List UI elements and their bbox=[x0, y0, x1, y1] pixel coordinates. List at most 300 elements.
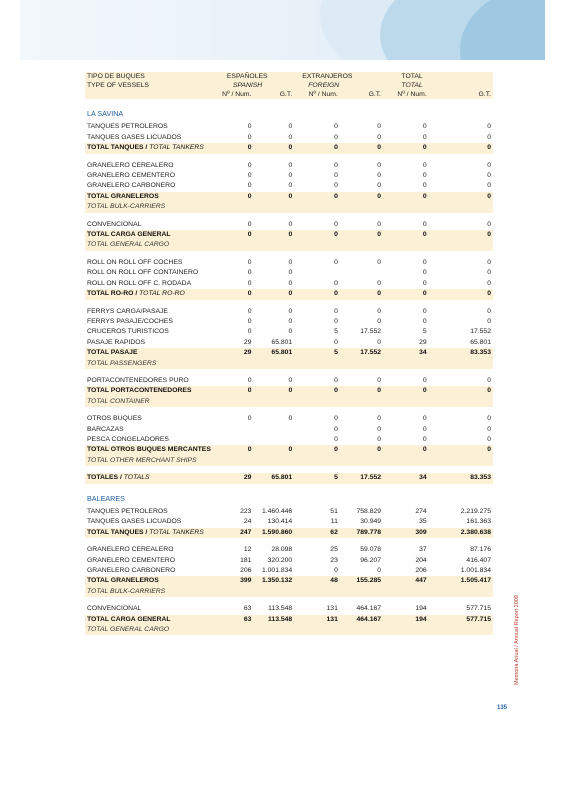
total-value: 0 bbox=[213, 289, 254, 299]
total-english-label: TOTAL CONTAINER bbox=[85, 397, 493, 407]
spacer-row bbox=[85, 213, 493, 220]
total-english-label: TOTAL BULK-CARRIERS bbox=[85, 587, 493, 597]
value-cell: 87.176 bbox=[470, 546, 491, 554]
value-cell: 0 bbox=[288, 307, 293, 315]
value-cell: 0 bbox=[422, 133, 427, 141]
num-label: Nº / Num. bbox=[294, 90, 340, 99]
total-value: 113.548 bbox=[253, 615, 294, 625]
value-cell: 223 bbox=[240, 508, 252, 515]
total-label bbox=[85, 615, 213, 625]
value-cell: 204 bbox=[415, 556, 427, 564]
total-label bbox=[85, 192, 213, 202]
value-cell: 23 bbox=[330, 556, 338, 564]
total-value: 1.350.132 bbox=[253, 576, 294, 586]
data-row bbox=[85, 425, 493, 435]
header-row bbox=[85, 81, 493, 90]
spacer-row bbox=[85, 99, 493, 106]
value-cell: 0 bbox=[247, 307, 252, 315]
value-cell: 35 bbox=[419, 518, 427, 526]
vessel-type-label: PESCA CONGELADORES bbox=[87, 435, 169, 443]
vessel-type-label: PASAJE RAPIDOS bbox=[87, 338, 146, 346]
value-cell: 0 bbox=[377, 435, 382, 443]
value-cell: 206 bbox=[240, 567, 252, 575]
type-label: TYPE OF VESSELS bbox=[85, 81, 213, 90]
value-cell: 0 bbox=[334, 338, 338, 346]
total-value: 309 bbox=[383, 528, 429, 538]
total-value: 0 bbox=[253, 386, 294, 396]
value-cell: 0 bbox=[247, 172, 252, 180]
value-cell: 0 bbox=[377, 307, 382, 315]
total-value: 0 bbox=[253, 192, 294, 202]
value-cell: 17.552 bbox=[470, 328, 491, 336]
data-row bbox=[85, 268, 493, 278]
value-cell: 0 bbox=[487, 220, 491, 228]
total-value: 194 bbox=[383, 615, 429, 625]
total-row bbox=[85, 230, 493, 240]
header-banner bbox=[20, 0, 545, 60]
value-cell: 0 bbox=[422, 258, 427, 266]
vessel-type-label: BARCAZAS bbox=[87, 425, 124, 433]
value-cell: 24 bbox=[243, 518, 252, 526]
value-cell: 0 bbox=[377, 182, 382, 190]
total-label-es: TOTAL CARGA GENERAL bbox=[87, 615, 171, 623]
value-cell: 0 bbox=[487, 307, 491, 315]
value-cell: 0 bbox=[247, 123, 252, 131]
total-row bbox=[85, 386, 493, 396]
value-cell: 0 bbox=[247, 328, 252, 336]
value-cell: 206 bbox=[415, 567, 427, 575]
data-row bbox=[85, 566, 493, 576]
total-value: 0 bbox=[294, 445, 340, 455]
value-cell: 0 bbox=[334, 182, 338, 190]
value-cell: 0 bbox=[288, 258, 293, 266]
total-row bbox=[85, 348, 493, 358]
total-value: 34 bbox=[383, 348, 429, 358]
value-cell: 0 bbox=[288, 317, 293, 325]
total-value: 0 bbox=[383, 386, 429, 396]
value-cell: 0 bbox=[247, 182, 252, 190]
value-cell: 0 bbox=[487, 415, 491, 423]
value-cell: 0 bbox=[487, 133, 491, 141]
total-row bbox=[85, 615, 493, 625]
foreign-label: FOREIGN bbox=[294, 81, 383, 90]
value-cell: 11 bbox=[330, 518, 338, 526]
spacer-row bbox=[85, 154, 493, 161]
total-label-es: TOTAL OTROS BUQUES MERCANTES bbox=[87, 446, 211, 454]
total-label bbox=[85, 528, 213, 538]
total-label-es: TOTAL PASAJE bbox=[87, 349, 138, 357]
spacer-row bbox=[85, 597, 493, 604]
value-cell: 0 bbox=[288, 161, 293, 169]
data-row bbox=[85, 556, 493, 566]
value-cell: 0 bbox=[377, 415, 382, 423]
data-row bbox=[85, 338, 493, 348]
header-row bbox=[85, 90, 493, 99]
total-value: 0 bbox=[294, 192, 340, 202]
total-english-row bbox=[85, 240, 493, 250]
page-number: 135 bbox=[497, 705, 508, 711]
value-cell: 0 bbox=[377, 172, 382, 180]
total-label bbox=[85, 289, 213, 299]
data-row bbox=[85, 258, 493, 268]
data-row bbox=[85, 327, 493, 337]
total-label-es: TOTAL GRANELEROS bbox=[87, 577, 159, 585]
total-value: 0 bbox=[429, 386, 493, 396]
sidebar-report-title bbox=[505, 585, 520, 685]
gt-label: G.T. bbox=[253, 90, 294, 99]
value-cell: 0 bbox=[422, 269, 427, 277]
spacer-row bbox=[85, 300, 493, 307]
spacer-row bbox=[85, 484, 493, 491]
value-cell: 0 bbox=[487, 317, 491, 325]
total-row bbox=[85, 289, 493, 299]
value-cell: 0 bbox=[288, 182, 293, 190]
value-cell: 0 bbox=[377, 338, 382, 346]
value-cell: 274 bbox=[415, 508, 427, 515]
total-value: 62 bbox=[294, 528, 340, 538]
total-value: 0 bbox=[294, 230, 340, 240]
total-row bbox=[85, 576, 493, 586]
total-value: 0 bbox=[429, 143, 493, 153]
vessel-type-label: ROLL ON ROLL OFF COCHES bbox=[87, 258, 183, 266]
total-label bbox=[85, 576, 213, 586]
total-value: 2.380.638 bbox=[429, 528, 493, 538]
value-cell: 0 bbox=[334, 425, 338, 433]
value-cell: 0 bbox=[422, 182, 427, 190]
grand-total-value: 5 bbox=[294, 473, 340, 483]
total-value: 0 bbox=[213, 445, 254, 455]
spacer-row bbox=[85, 251, 493, 258]
total-english-row bbox=[85, 587, 493, 597]
vessel-type-label: OTROS BUQUES bbox=[87, 415, 142, 423]
vessel-type-label: GRANELERO CEMENTERO bbox=[87, 172, 175, 180]
value-cell: 161.363 bbox=[466, 518, 491, 526]
value-cell: 0 bbox=[334, 258, 338, 266]
value-cell: 2.219.275 bbox=[460, 508, 491, 515]
value-cell: 0 bbox=[247, 133, 252, 141]
total-value: 63 bbox=[213, 615, 254, 625]
vessel-type-label: ROLL ON ROLL OFF C. RODADA bbox=[87, 279, 192, 287]
data-row bbox=[85, 181, 493, 191]
grand-total-en: TOTALS bbox=[123, 474, 150, 482]
value-cell: 0 bbox=[247, 220, 252, 228]
value-cell: 0 bbox=[334, 435, 338, 443]
total-label-es: TOTAL TANQUES / bbox=[87, 528, 148, 536]
total-value: 0 bbox=[340, 386, 383, 396]
value-cell: 59.078 bbox=[360, 546, 382, 554]
total-value: 155.285 bbox=[340, 576, 383, 586]
total-label-en: TOTAL TANKERS bbox=[149, 144, 204, 152]
vessel-type-label: CRUCEROS TURISTICOS bbox=[87, 328, 169, 336]
total-value: 447 bbox=[383, 576, 429, 586]
value-cell: 0 bbox=[288, 123, 293, 131]
value-cell: 0 bbox=[247, 161, 252, 169]
value-cell: 0 bbox=[422, 415, 427, 423]
data-row bbox=[85, 307, 493, 317]
spanish-label: SPANISH bbox=[213, 81, 294, 90]
value-cell: 577.715 bbox=[466, 605, 491, 613]
section-title-row bbox=[85, 491, 493, 504]
value-cell: 0 bbox=[247, 258, 252, 266]
value-cell: 0 bbox=[487, 279, 491, 287]
vessel-type-label: FERRYS CARGA/PASAJE bbox=[87, 307, 168, 315]
total-value: 247 bbox=[213, 528, 254, 538]
data-row bbox=[85, 161, 493, 171]
vessel-type-label: ROLL ON ROLL OFF CONTAINERO bbox=[87, 269, 199, 277]
total-label bbox=[85, 386, 213, 396]
total-en-label: TOTAL bbox=[383, 81, 429, 90]
total-value: 0 bbox=[213, 386, 254, 396]
data-row bbox=[85, 414, 493, 424]
grand-total-row bbox=[85, 473, 493, 483]
sidebar-text: Memoria Anual / Annual Report 2009 bbox=[514, 595, 520, 685]
gt-label: G.T. bbox=[340, 90, 383, 99]
total-label-es: TOTAL RO-RO / bbox=[87, 290, 138, 298]
value-cell: 320.200 bbox=[267, 556, 293, 564]
value-cell: 0 bbox=[422, 220, 427, 228]
value-cell: 65.801 bbox=[271, 338, 293, 346]
total-value: 5 bbox=[294, 348, 340, 358]
value-cell: 0 bbox=[422, 307, 427, 315]
vessel-type-label: TANQUES PETROLEROS bbox=[87, 123, 168, 131]
total-english-row bbox=[85, 456, 493, 466]
value-cell: 0 bbox=[377, 279, 382, 287]
value-cell: 29 bbox=[243, 338, 252, 346]
vessel-type-label: TANQUES PETROLEROS bbox=[87, 508, 168, 515]
value-cell: 0 bbox=[334, 220, 338, 228]
data-row bbox=[85, 171, 493, 181]
value-cell bbox=[253, 435, 294, 445]
value-cell: 1.001.834 bbox=[460, 567, 491, 575]
total-label-en: TOTAL TANKERS bbox=[149, 528, 204, 536]
value-cell: 0 bbox=[377, 376, 382, 384]
value-cell: 0 bbox=[422, 161, 427, 169]
total-value: 399 bbox=[213, 576, 254, 586]
value-cell: 0 bbox=[334, 317, 338, 325]
total-row bbox=[85, 143, 493, 153]
total-value: 0 bbox=[383, 143, 429, 153]
total-value: 17.552 bbox=[340, 348, 383, 358]
value-cell: 0 bbox=[487, 376, 491, 384]
data-row bbox=[85, 220, 493, 230]
value-cell: 30.949 bbox=[360, 518, 382, 526]
total-label-es: TOTAL GRANELEROS bbox=[87, 192, 159, 200]
total-value: 48 bbox=[294, 576, 340, 586]
data-row bbox=[85, 279, 493, 289]
total-english-label: TOTAL BULK-CARRIERS bbox=[85, 202, 493, 212]
total-row bbox=[85, 528, 493, 538]
value-cell: 0 bbox=[377, 161, 382, 169]
total-value: 577.715 bbox=[429, 615, 493, 625]
value-cell: 0 bbox=[288, 376, 293, 384]
total-value: 0 bbox=[253, 143, 294, 153]
total-value: 0 bbox=[340, 445, 383, 455]
value-cell: 0 bbox=[247, 269, 252, 277]
value-cell: 0 bbox=[334, 415, 338, 423]
vessel-type-label: GRANELERO CEREALERO bbox=[87, 161, 174, 169]
data-row bbox=[85, 122, 493, 132]
total-value: 1.505.417 bbox=[429, 576, 493, 586]
total-value: 0 bbox=[383, 289, 429, 299]
value-cell: 12 bbox=[243, 546, 252, 554]
value-cell: 65.801 bbox=[470, 338, 491, 346]
value-cell: 0 bbox=[334, 172, 338, 180]
num-label: Nº / Num. bbox=[383, 90, 429, 99]
total-label-es: TOTAL CARGA GENERAL bbox=[87, 231, 171, 239]
total-value: 0 bbox=[213, 192, 254, 202]
grand-total-value: 29 bbox=[213, 473, 254, 483]
value-cell bbox=[253, 425, 294, 435]
total-english-row bbox=[85, 202, 493, 212]
total-value: 789.778 bbox=[340, 528, 383, 538]
data-row bbox=[85, 507, 493, 517]
total-english-row bbox=[85, 625, 493, 635]
data-row bbox=[85, 376, 493, 386]
total-value: 0 bbox=[429, 445, 493, 455]
total-value: 0 bbox=[383, 192, 429, 202]
value-cell: 131 bbox=[326, 605, 338, 613]
section-title: LA SAVINA bbox=[87, 109, 124, 118]
value-cell: 51 bbox=[330, 508, 338, 515]
vessel-type-label: TANQUES GASES LICUADOS bbox=[87, 518, 182, 526]
total-value: 0 bbox=[294, 386, 340, 396]
total-label-en: TOTAL RO-RO bbox=[139, 290, 185, 298]
value-cell: 0 bbox=[288, 220, 293, 228]
value-cell: 0 bbox=[334, 161, 338, 169]
total-label bbox=[85, 143, 213, 153]
total-value: 0 bbox=[294, 289, 340, 299]
vessel-type-label: GRANELERO CARBONERO bbox=[87, 182, 176, 190]
total-value: 464.167 bbox=[340, 615, 383, 625]
value-cell: 28.098 bbox=[271, 546, 293, 554]
total-value: 1.590.860 bbox=[253, 528, 294, 538]
vessel-type-label: GRANELERO CEMENTERO bbox=[87, 556, 175, 564]
value-cell: 0 bbox=[487, 123, 491, 131]
total-label-es: TOTAL TANQUES / bbox=[87, 144, 148, 152]
total-english-row bbox=[85, 359, 493, 369]
value-cell: 0 bbox=[377, 317, 382, 325]
value-cell: 0 bbox=[288, 328, 293, 336]
value-cell: 0 bbox=[247, 279, 252, 287]
grand-total-value: 65.801 bbox=[253, 473, 294, 483]
total-english-row bbox=[85, 397, 493, 407]
spacer-row bbox=[85, 369, 493, 376]
total-label: TOTAL bbox=[383, 72, 429, 81]
value-cell: 0 bbox=[288, 133, 293, 141]
vessel-type-label: PORTACONTENEDORES PURO bbox=[87, 376, 189, 384]
value-cell: 0 bbox=[487, 161, 491, 169]
value-cell bbox=[340, 268, 383, 278]
spacer-row bbox=[85, 466, 493, 473]
value-cell: 113.548 bbox=[268, 605, 293, 613]
value-cell: 0 bbox=[487, 172, 491, 180]
vessel-type-label: GRANELERO CEREALERO bbox=[87, 546, 174, 554]
value-cell: 0 bbox=[334, 133, 338, 141]
grand-total-value: 17.552 bbox=[340, 473, 383, 483]
data-row bbox=[85, 317, 493, 327]
value-cell: 0 bbox=[422, 123, 427, 131]
value-cell bbox=[294, 268, 340, 278]
grand-total-value: 83.353 bbox=[429, 473, 493, 483]
data-row bbox=[85, 517, 493, 527]
data-row bbox=[85, 545, 493, 555]
value-cell: 0 bbox=[487, 182, 491, 190]
spacer-row bbox=[85, 407, 493, 414]
total-value: 83.353 bbox=[429, 348, 493, 358]
value-cell: 25 bbox=[330, 546, 338, 554]
total-value: 0 bbox=[383, 230, 429, 240]
num-label: Nº / Num. bbox=[213, 90, 254, 99]
value-cell: 0 bbox=[247, 415, 252, 423]
value-cell: 0 bbox=[422, 435, 427, 443]
gt-label: G.T. bbox=[429, 90, 493, 99]
value-cell: 96.207 bbox=[360, 556, 382, 564]
total-value: 0 bbox=[253, 289, 294, 299]
value-cell: 0 bbox=[422, 317, 427, 325]
vessel-type-label: CONVENCIONAL bbox=[87, 605, 142, 613]
value-cell: 1.001.834 bbox=[261, 567, 293, 575]
value-cell: 0 bbox=[334, 567, 338, 575]
vessel-type-label: GRANELERO CARBONERO bbox=[87, 567, 176, 575]
value-cell: 0 bbox=[422, 376, 427, 384]
value-cell bbox=[213, 425, 254, 435]
total-english-label: TOTAL GENERAL CARGO bbox=[85, 240, 493, 250]
total-label-es: TOTAL PORTACONTENEDORES bbox=[87, 387, 192, 395]
total-value: 0 bbox=[383, 445, 429, 455]
total-label bbox=[85, 445, 213, 455]
total-value: 0 bbox=[429, 192, 493, 202]
value-cell: 63 bbox=[243, 605, 252, 613]
value-cell: 758.829 bbox=[356, 508, 382, 515]
value-cell: 0 bbox=[334, 307, 338, 315]
value-cell: 194 bbox=[415, 605, 427, 613]
vessel-table bbox=[85, 72, 493, 635]
total-value: 0 bbox=[340, 289, 383, 299]
total-value: 0 bbox=[429, 289, 493, 299]
total-value: 0 bbox=[340, 192, 383, 202]
total-value: 0 bbox=[213, 230, 254, 240]
vessel-type-label: TANQUES GASES LICUADOS bbox=[87, 133, 182, 141]
extranjeros-label: EXTRANJEROS bbox=[294, 72, 383, 81]
value-cell: 0 bbox=[377, 123, 382, 131]
data-row bbox=[85, 604, 493, 614]
value-cell: 0 bbox=[288, 415, 293, 423]
value-cell: 0 bbox=[422, 425, 427, 433]
total-label bbox=[85, 348, 213, 358]
section-title-row bbox=[85, 106, 493, 119]
grand-total-label bbox=[85, 473, 213, 483]
vessel-type-label: CONVENCIONAL bbox=[87, 220, 142, 228]
vessel-type-label: FERRYS PASAJE/COCHES bbox=[87, 317, 173, 325]
tipo-label: TIPO DE BUQUES bbox=[85, 72, 213, 81]
value-cell: 1.460.446 bbox=[261, 508, 293, 515]
value-cell: 5 bbox=[422, 328, 427, 336]
grand-total-es: TOTALES / bbox=[87, 474, 122, 482]
value-cell: 130.414 bbox=[267, 518, 293, 526]
value-cell: 29 bbox=[419, 338, 427, 346]
value-cell: 5 bbox=[334, 328, 338, 336]
value-cell: 0 bbox=[377, 567, 382, 575]
value-cell: 0 bbox=[487, 435, 491, 443]
total-value: 29 bbox=[213, 348, 254, 358]
total-value: 0 bbox=[340, 230, 383, 240]
value-cell: 17.552 bbox=[360, 328, 382, 336]
value-cell: 0 bbox=[377, 258, 382, 266]
data-row bbox=[85, 133, 493, 143]
value-cell bbox=[213, 435, 254, 445]
total-english-label: TOTAL GENERAL CARGO bbox=[85, 625, 493, 635]
value-cell: 0 bbox=[422, 172, 427, 180]
